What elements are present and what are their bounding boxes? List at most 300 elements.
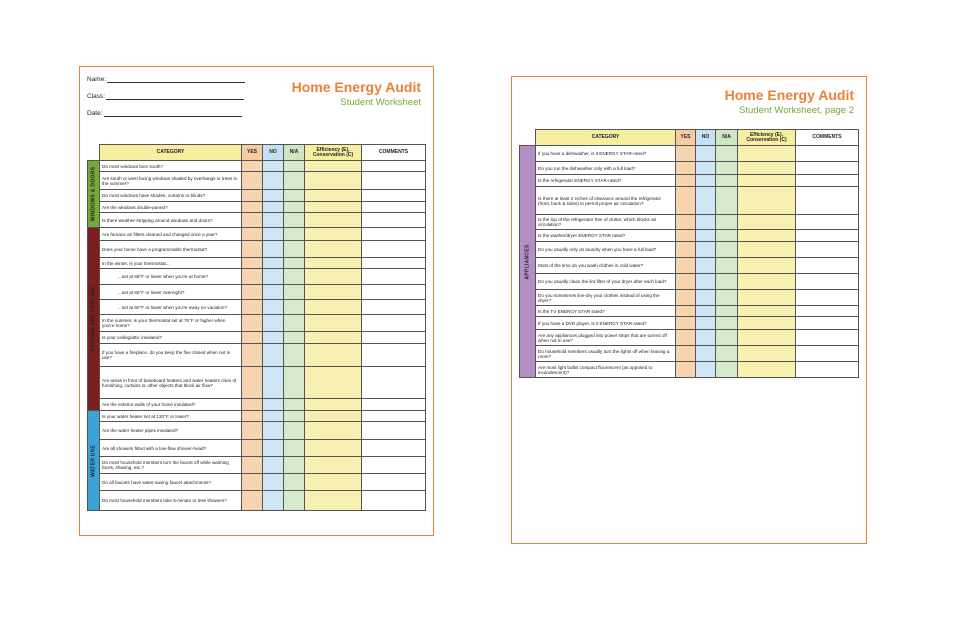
question-cell [536, 162, 676, 175]
page-title: Home Energy Audit [291, 79, 421, 95]
table-row [520, 258, 859, 274]
worksheet-page-1 [79, 66, 434, 536]
yes-cell[interactable] [676, 215, 696, 230]
yes-cell[interactable] [242, 344, 263, 367]
no-cell[interactable] [263, 344, 284, 367]
section-label [520, 146, 536, 378]
efficiency-cell[interactable] [305, 457, 362, 474]
comments-cell[interactable] [362, 161, 426, 172]
yes-cell[interactable] [676, 362, 696, 378]
question-text: Is the refrigerator ENERGY STAR-rated? [538, 178, 622, 183]
no-cell[interactable] [263, 269, 284, 285]
question-text: Do most windows face south? [102, 163, 164, 169]
yes-cell[interactable] [242, 161, 263, 172]
date-field[interactable] [87, 110, 242, 117]
efficiency-cell[interactable] [305, 241, 362, 258]
na-cell[interactable] [716, 290, 738, 306]
no-cell[interactable] [696, 258, 716, 274]
question-text: Do you run the dishwasher only with a full load? [538, 165, 636, 171]
na-cell[interactable] [716, 215, 738, 230]
na-cell[interactable] [284, 228, 305, 241]
comments-cell[interactable] [362, 285, 426, 300]
question-text: Most of the time do you wash clothes in cold water? [538, 263, 644, 268]
comments-cell[interactable] [796, 187, 859, 215]
table-row [88, 285, 426, 300]
yes-cell[interactable] [676, 146, 696, 162]
yes-cell[interactable] [242, 269, 263, 285]
table-row [520, 330, 859, 346]
na-cell[interactable] [284, 285, 305, 300]
question-text: In the summer, is your thermostat set at 75°F or higher when you're home? [102, 318, 226, 328]
page-subtitle: Student Worksheet, page 2 [739, 105, 854, 116]
comments-cell[interactable] [362, 172, 426, 190]
yes-cell[interactable] [242, 202, 263, 213]
no-cell[interactable] [263, 411, 284, 422]
yes-cell[interactable] [242, 457, 263, 474]
section-label [88, 411, 100, 511]
efficiency-cell[interactable] [305, 474, 362, 491]
question-text: Is there at least 2 inches of clearance around the refrigerator (front, back & sides) to permit proper air circulation? [538, 195, 662, 206]
comments-cell[interactable] [362, 332, 426, 344]
question-cell [100, 172, 242, 190]
yes-cell[interactable] [676, 175, 696, 187]
question-cell [100, 213, 242, 228]
efficiency-cell[interactable] [305, 367, 362, 399]
efficiency-cell[interactable] [738, 274, 796, 290]
question-cell [536, 146, 676, 162]
na-cell[interactable] [716, 162, 738, 175]
question-text: If you have a DVD player, is it ENERGY STAR-rated? [538, 320, 647, 326]
na-cell[interactable] [284, 474, 305, 491]
comments-cell[interactable] [796, 274, 859, 290]
question-text: Do all faucets have water-saving faucet attachments? [102, 479, 212, 485]
yes-cell[interactable] [242, 411, 263, 422]
header-row [88, 145, 426, 161]
table-row [520, 274, 859, 290]
na-cell[interactable] [284, 440, 305, 457]
no-cell[interactable] [263, 491, 284, 511]
no-cell[interactable] [696, 362, 716, 378]
question-text: Do you sometimes line-dry your clothes instead of using the dryer? [538, 292, 660, 303]
na-cell[interactable] [284, 213, 305, 228]
comments-cell[interactable] [362, 258, 426, 269]
comments-cell[interactable] [362, 411, 426, 422]
yes-cell[interactable] [242, 300, 263, 315]
question-cell [536, 290, 676, 306]
table-row [520, 230, 859, 242]
no-cell[interactable] [263, 213, 284, 228]
yes-cell[interactable] [676, 346, 696, 362]
question-cell [100, 190, 242, 202]
na-cell[interactable] [716, 242, 738, 258]
section-label-text: HEATING AND COOLING [90, 286, 96, 352]
efficiency-cell[interactable] [305, 440, 362, 457]
question-cell [100, 161, 242, 172]
no-cell[interactable] [696, 346, 716, 362]
question-text: Is the washer/dryer ENERGY STAR rated? [538, 233, 626, 238]
efficiency-cell[interactable] [738, 146, 796, 162]
na-cell[interactable] [284, 367, 305, 399]
comments-cell[interactable] [362, 344, 426, 367]
na-cell[interactable] [284, 399, 305, 411]
table-row [88, 269, 426, 285]
no-cell[interactable] [696, 317, 716, 330]
na-cell[interactable] [716, 187, 738, 215]
comments-cell[interactable] [362, 474, 426, 491]
yes-cell[interactable] [242, 332, 263, 344]
no-cell[interactable] [696, 230, 716, 242]
question-cell [100, 300, 242, 315]
page-subtitle: Student Worksheet [340, 97, 421, 108]
comments-cell[interactable] [362, 300, 426, 315]
comments-cell[interactable] [796, 175, 859, 187]
no-cell[interactable] [263, 422, 284, 440]
class-input-line[interactable] [106, 93, 244, 100]
section-label [88, 161, 100, 228]
no-cell[interactable] [696, 274, 716, 290]
question-text: Are all showers fitted with a low-flow shower-head? [102, 445, 207, 451]
comments-cell[interactable] [362, 491, 426, 511]
efficiency-cell[interactable] [305, 422, 362, 440]
question-cell [536, 274, 676, 290]
yes-cell[interactable] [242, 367, 263, 399]
header-spacer [520, 130, 536, 146]
yes-cell[interactable] [242, 491, 263, 511]
question-text: Does your home have a programmable thermostat? [102, 246, 208, 252]
table-row [88, 399, 426, 411]
question-cell [100, 285, 242, 300]
question-text: Is the TV ENERGY STAR-rated? [538, 308, 605, 314]
na-cell[interactable] [284, 411, 305, 422]
na-header: N/A [716, 130, 738, 146]
yes-header: YES [676, 130, 696, 146]
na-cell[interactable] [284, 491, 305, 511]
yes-cell[interactable] [242, 228, 263, 241]
efficiency-cell[interactable] [738, 162, 796, 175]
table-row [520, 175, 859, 187]
question-cell [536, 230, 676, 242]
table-row [88, 411, 426, 422]
question-cell [536, 346, 676, 362]
question-text: Do you usually only do laundry when you have a full load? [538, 247, 657, 252]
question-text: Do most household members turn the faucet off while washing faces, shaving, etc.? [102, 460, 229, 470]
comments-cell[interactable] [362, 440, 426, 457]
na-cell[interactable] [284, 202, 305, 213]
table-row [88, 241, 426, 258]
section-label-text: WATER USE [90, 444, 96, 477]
na-cell[interactable] [716, 346, 738, 362]
yes-cell[interactable] [676, 330, 696, 346]
na-cell[interactable] [284, 332, 305, 344]
efficiency-cell[interactable] [305, 491, 362, 511]
na-cell[interactable] [284, 344, 305, 367]
yes-cell[interactable] [676, 187, 696, 215]
question-text: Do most windows have shades, curtains or blinds? [102, 193, 206, 198]
question-text: Do you usually clean the lint filter of your dryer after each load? [538, 279, 667, 284]
name-input-line[interactable] [107, 76, 245, 83]
efficiency-cell[interactable] [738, 362, 796, 378]
na-cell[interactable] [284, 258, 305, 269]
table-row [88, 300, 426, 315]
yes-cell[interactable] [676, 290, 696, 306]
question-cell [100, 422, 242, 440]
yes-cell[interactable] [242, 474, 263, 491]
no-cell[interactable] [263, 161, 284, 172]
yes-cell[interactable] [242, 241, 263, 258]
question-text: ...set at 60°F or lower overnight? [118, 289, 185, 295]
question-cell [100, 315, 242, 332]
yes-cell[interactable] [242, 399, 263, 411]
no-cell[interactable] [696, 175, 716, 187]
no-cell[interactable] [263, 474, 284, 491]
na-cell[interactable] [284, 457, 305, 474]
no-cell[interactable] [696, 146, 716, 162]
no-cell[interactable] [263, 367, 284, 399]
question-cell [100, 269, 242, 285]
na-cell[interactable] [716, 258, 738, 274]
na-cell[interactable] [284, 190, 305, 202]
no-cell[interactable] [263, 228, 284, 241]
na-cell[interactable] [716, 362, 738, 378]
table-row [520, 362, 859, 378]
comments-cell[interactable] [796, 162, 859, 175]
yes-cell[interactable] [242, 258, 263, 269]
efficiency-cell[interactable] [738, 215, 796, 230]
yes-cell[interactable] [242, 213, 263, 228]
na-cell[interactable] [284, 269, 305, 285]
no-cell[interactable] [263, 241, 284, 258]
question-text: Are the exterior walls of your home insulated? [102, 402, 196, 407]
comments-header: COMMENTS [362, 145, 426, 161]
yes-cell[interactable] [676, 258, 696, 274]
efficiency-cell[interactable] [738, 317, 796, 330]
efficiency-cell[interactable] [305, 161, 362, 172]
question-text: ...set at 68°F or lower when you're at home? [118, 274, 209, 279]
yes-cell[interactable] [676, 317, 696, 330]
category-header: CATEGORY [536, 130, 676, 146]
efficiency-cell[interactable] [738, 242, 796, 258]
no-header: NO [263, 145, 284, 161]
efficiency-cell[interactable] [305, 228, 362, 241]
table-row [520, 187, 859, 215]
yes-cell[interactable] [242, 315, 263, 332]
field-label: Class: [87, 93, 106, 100]
audit-table [87, 144, 426, 511]
no-cell[interactable] [263, 332, 284, 344]
no-cell[interactable] [263, 202, 284, 213]
table-row [88, 315, 426, 332]
question-cell [100, 491, 242, 511]
yes-cell[interactable] [242, 440, 263, 457]
comments-cell[interactable] [796, 242, 859, 258]
comments-cell[interactable] [362, 213, 426, 228]
efficiency-cell[interactable] [738, 290, 796, 306]
na-cell[interactable] [284, 161, 305, 172]
question-text: Is your water heater set at 120°F or lower? [102, 413, 189, 419]
comments-cell[interactable] [362, 422, 426, 440]
na-cell[interactable] [716, 317, 738, 330]
comments-cell[interactable] [796, 230, 859, 242]
na-cell[interactable] [716, 306, 738, 317]
table-row [520, 306, 859, 317]
efficiency-cell[interactable] [738, 306, 796, 317]
no-cell[interactable] [696, 215, 716, 230]
na-header: N/A [284, 145, 305, 161]
question-cell [536, 362, 676, 378]
class-field[interactable] [87, 93, 244, 100]
comments-cell[interactable] [796, 362, 859, 378]
efficiency-cell[interactable] [738, 187, 796, 215]
question-text: Do most household members take 5-minute or less showers? [102, 498, 227, 503]
no-cell[interactable] [263, 190, 284, 202]
comments-cell[interactable] [796, 215, 859, 230]
name-field[interactable] [87, 76, 245, 83]
na-cell[interactable] [716, 330, 738, 346]
no-cell[interactable] [263, 399, 284, 411]
question-text: Do household members usually turn the lights off when leaving a room? [538, 348, 670, 359]
question-text: Are most light bulbs compact fluorescent (as opposed to incandescent)? [538, 364, 653, 375]
comments-cell[interactable] [362, 190, 426, 202]
na-cell[interactable] [284, 315, 305, 332]
no-cell[interactable] [263, 440, 284, 457]
efficiency-cell[interactable] [305, 190, 362, 202]
question-text: Is your ceiling/attic insulated? [102, 335, 163, 340]
no-cell[interactable] [263, 172, 284, 190]
table-row [88, 491, 426, 511]
efficiency-cell[interactable] [305, 411, 362, 422]
efficiency-cell[interactable] [305, 202, 362, 213]
comments-cell[interactable] [796, 146, 859, 162]
na-cell[interactable] [716, 146, 738, 162]
efficiency-cell[interactable] [305, 344, 362, 367]
no-cell[interactable] [696, 306, 716, 317]
yes-cell[interactable] [242, 190, 263, 202]
question-cell [536, 215, 676, 230]
efficiency-cell[interactable] [305, 315, 362, 332]
efficiency-cell[interactable] [305, 285, 362, 300]
comments-cell[interactable] [796, 317, 859, 330]
question-text: If you have a fireplace, do you keep the flue closed when not in use? [102, 350, 231, 360]
efficiency-cell[interactable] [305, 300, 362, 315]
no-cell[interactable] [696, 187, 716, 215]
question-cell [100, 228, 242, 241]
question-cell [536, 330, 676, 346]
efficiency-cell[interactable] [738, 258, 796, 274]
question-text: ...set at 60°F or lower when you're away on vacation? [118, 304, 227, 310]
efficiency-cell[interactable] [305, 258, 362, 269]
comments-cell[interactable] [362, 269, 426, 285]
table-row [88, 228, 426, 241]
na-cell[interactable] [284, 422, 305, 440]
question-cell [100, 332, 242, 344]
table-row [520, 346, 859, 362]
yes-cell[interactable] [676, 274, 696, 290]
comments-cell[interactable] [796, 290, 859, 306]
date-input-line[interactable] [104, 110, 242, 117]
table-row [88, 161, 426, 172]
field-label: Date: [87, 110, 103, 117]
comments-cell[interactable] [796, 346, 859, 362]
comments-cell[interactable] [362, 367, 426, 399]
question-cell [100, 258, 242, 269]
question-cell [536, 175, 676, 187]
na-cell[interactable] [284, 172, 305, 190]
na-cell[interactable] [716, 175, 738, 187]
efficiency-cell[interactable] [738, 330, 796, 346]
no-cell[interactable] [263, 315, 284, 332]
yes-cell[interactable] [242, 285, 263, 300]
no-cell[interactable] [696, 162, 716, 175]
comments-cell[interactable] [362, 457, 426, 474]
comments-cell[interactable] [362, 315, 426, 332]
no-cell[interactable] [696, 242, 716, 258]
efficiency-cell[interactable] [738, 175, 796, 187]
yes-cell[interactable] [242, 172, 263, 190]
comments-cell[interactable] [796, 258, 859, 274]
yes-cell[interactable] [242, 422, 263, 440]
na-cell[interactable] [716, 230, 738, 242]
yes-cell[interactable] [676, 306, 696, 317]
efficiency-cell[interactable] [305, 269, 362, 285]
question-text: Is there weather-stripping around windows and doors? [102, 217, 213, 223]
comments-cell[interactable] [796, 330, 859, 346]
table-row [520, 317, 859, 330]
question-text: Are the water heater pipes insulated? [102, 428, 179, 433]
no-cell[interactable] [263, 285, 284, 300]
efficiency-cell[interactable] [305, 213, 362, 228]
yes-cell[interactable] [676, 162, 696, 175]
question-cell [536, 242, 676, 258]
table-row [88, 258, 426, 269]
comments-cell[interactable] [362, 241, 426, 258]
table-row [520, 242, 859, 258]
no-cell[interactable] [696, 290, 716, 306]
comments-cell[interactable] [796, 306, 859, 317]
efficiency-cell[interactable] [305, 332, 362, 344]
section-label-text: APPLIANCES [524, 243, 530, 280]
table-row [88, 440, 426, 457]
yes-cell[interactable] [676, 242, 696, 258]
table-row [88, 332, 426, 344]
comments-cell[interactable] [362, 228, 426, 241]
question-cell [100, 202, 242, 213]
question-cell [100, 457, 242, 474]
table-row [88, 474, 426, 491]
section-label-text: WINDOWS & DOORS [90, 166, 96, 222]
no-cell[interactable] [263, 258, 284, 269]
table-row [88, 213, 426, 228]
no-cell[interactable] [263, 457, 284, 474]
audit-table [519, 129, 859, 378]
no-cell[interactable] [263, 300, 284, 315]
na-cell[interactable] [284, 241, 305, 258]
efficiency-cell[interactable] [305, 172, 362, 190]
question-cell [536, 258, 676, 274]
yes-header: YES [242, 145, 263, 161]
question-cell [100, 474, 242, 491]
efficiency-cell[interactable] [738, 230, 796, 242]
efficiency-cell[interactable] [305, 399, 362, 411]
na-cell[interactable] [284, 300, 305, 315]
header-spacer [88, 145, 100, 161]
comments-cell[interactable] [362, 202, 426, 213]
no-cell[interactable] [696, 330, 716, 346]
na-cell[interactable] [716, 274, 738, 290]
table-row [88, 457, 426, 474]
efficiency-cell[interactable] [738, 346, 796, 362]
yes-cell[interactable] [676, 230, 696, 242]
comments-cell[interactable] [362, 399, 426, 411]
